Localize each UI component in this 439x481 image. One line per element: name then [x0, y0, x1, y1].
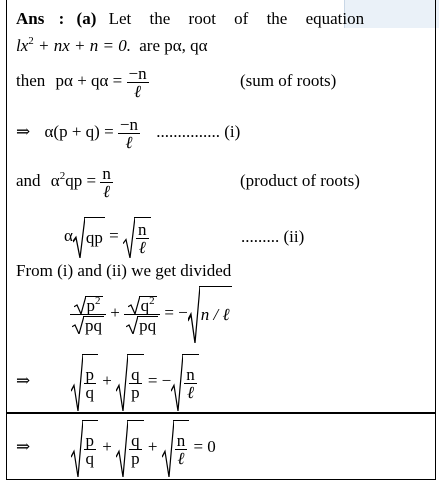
product-denominator: ℓ [100, 182, 113, 200]
sum-denominator: ℓ [127, 82, 149, 100]
step-l: ℓ [184, 383, 197, 401]
product-alpha: α [50, 171, 60, 190]
final-q2: q [131, 431, 140, 451]
radical-icon [72, 316, 84, 334]
final-q1: q [85, 449, 94, 469]
eq-ii-fraction [136, 221, 149, 256]
eq-ii-label: ......... (ii) [241, 227, 305, 246]
step-sqrt-qp [116, 354, 144, 411]
div-rhs: n / ℓ [199, 286, 232, 343]
sum-note: (sum of roots) [240, 71, 337, 90]
equation-i-line [16, 113, 240, 151]
div-pq-2: pq [139, 315, 157, 335]
product-note: (product of roots) [240, 171, 360, 190]
intro-text: Let the root of the equation [108, 9, 365, 28]
div-rhs-sqrt [188, 286, 232, 343]
and-word: and [16, 171, 41, 190]
div-q: q [140, 295, 150, 315]
step-sqrt-pq [71, 354, 99, 411]
eq-square: 2 [28, 35, 34, 47]
step-line [16, 353, 199, 411]
product-expr: qp = [65, 171, 97, 190]
step-equals: = − [147, 371, 172, 390]
eq-i-denominator: ℓ [118, 133, 140, 151]
answer-header [16, 9, 364, 29]
eq-ii-denominator: ℓ [136, 238, 149, 256]
final-sqrt-pq [71, 420, 99, 477]
radical-icon [74, 296, 86, 314]
radical-icon [71, 354, 83, 411]
step-q1: q [85, 383, 94, 403]
step-n: n [186, 365, 195, 385]
div-p: p [86, 295, 95, 315]
eq-roots-text: are pα, qα [139, 36, 208, 55]
final-equals-zero: = 0 [193, 437, 216, 456]
div-frac-p [70, 295, 106, 334]
sum-fraction [127, 65, 149, 100]
radical-icon [123, 217, 135, 258]
sum-line [16, 62, 149, 100]
final-p1: p [85, 431, 94, 451]
final-line [16, 419, 216, 477]
radical-icon [162, 420, 174, 477]
radical-icon [126, 316, 138, 334]
final-answer-divider [6, 412, 436, 414]
product-fraction [100, 165, 113, 200]
eq-i-fraction [118, 116, 140, 151]
step-sqrt-nl [171, 354, 199, 411]
product-line [16, 162, 113, 200]
eq-ii-equals: = [109, 226, 119, 245]
radical-icon [116, 420, 128, 477]
division-line [70, 285, 232, 343]
div-equals: = − [164, 303, 188, 322]
step-plus: + [102, 371, 112, 390]
implies-arrow-icon: ⇒ [16, 371, 31, 390]
eq-ii-alpha: α [64, 226, 73, 245]
ans-colon: : [58, 9, 65, 28]
radical-icon [171, 354, 183, 411]
eq-i-label: ............... (i) [156, 122, 241, 141]
eq-i-numerator: −n [119, 114, 138, 134]
final-p2: p [131, 449, 140, 469]
radical-icon [188, 286, 200, 343]
eq-ii-numerator: n [138, 220, 147, 240]
equation-ii-line [64, 216, 151, 258]
final-plus-1: + [102, 437, 112, 456]
final-plus-2: + [147, 437, 158, 456]
eq-rest: + nx + n = 0. [38, 36, 131, 55]
answer-option: (a) [76, 9, 97, 28]
final-n: n [176, 431, 186, 451]
sum-expr: pα + qα = [55, 71, 123, 90]
implies-arrow-icon: ⇒ [16, 437, 31, 456]
radical-icon [73, 217, 85, 258]
eq-ii-rhs-sqrt [123, 217, 151, 258]
final-l: ℓ [175, 449, 188, 467]
equation-line [16, 36, 208, 56]
sum-numerator: −n [128, 63, 147, 83]
eq-i-expr: α(p + q) = [44, 122, 114, 141]
div-plus: + [110, 303, 120, 322]
eq-ii-sqrt [73, 217, 105, 258]
radical-icon [128, 296, 140, 314]
ans-label: Ans [16, 9, 45, 28]
step-q2: q [131, 365, 140, 385]
implies-arrow-icon: ⇒ [16, 122, 31, 141]
then-word: then [16, 71, 46, 90]
div-p-square: 2 [95, 294, 101, 307]
product-numerator: n [102, 163, 111, 183]
radical-icon [116, 354, 128, 411]
final-sqrt-qp [116, 420, 144, 477]
eq-ii-radicand: qp [84, 217, 105, 258]
eq-lx: lx [16, 36, 29, 55]
final-sqrt-nl [162, 420, 190, 477]
step-p2: p [131, 383, 140, 403]
from-text: From (i) and (ii) we get divided [16, 261, 232, 280]
radical-icon [71, 420, 83, 477]
step-p1: p [85, 365, 94, 385]
div-q-square: 2 [149, 294, 155, 307]
product-square: 2 [59, 170, 66, 182]
div-frac-q [124, 295, 160, 334]
div-pq-1: pq [85, 315, 102, 335]
